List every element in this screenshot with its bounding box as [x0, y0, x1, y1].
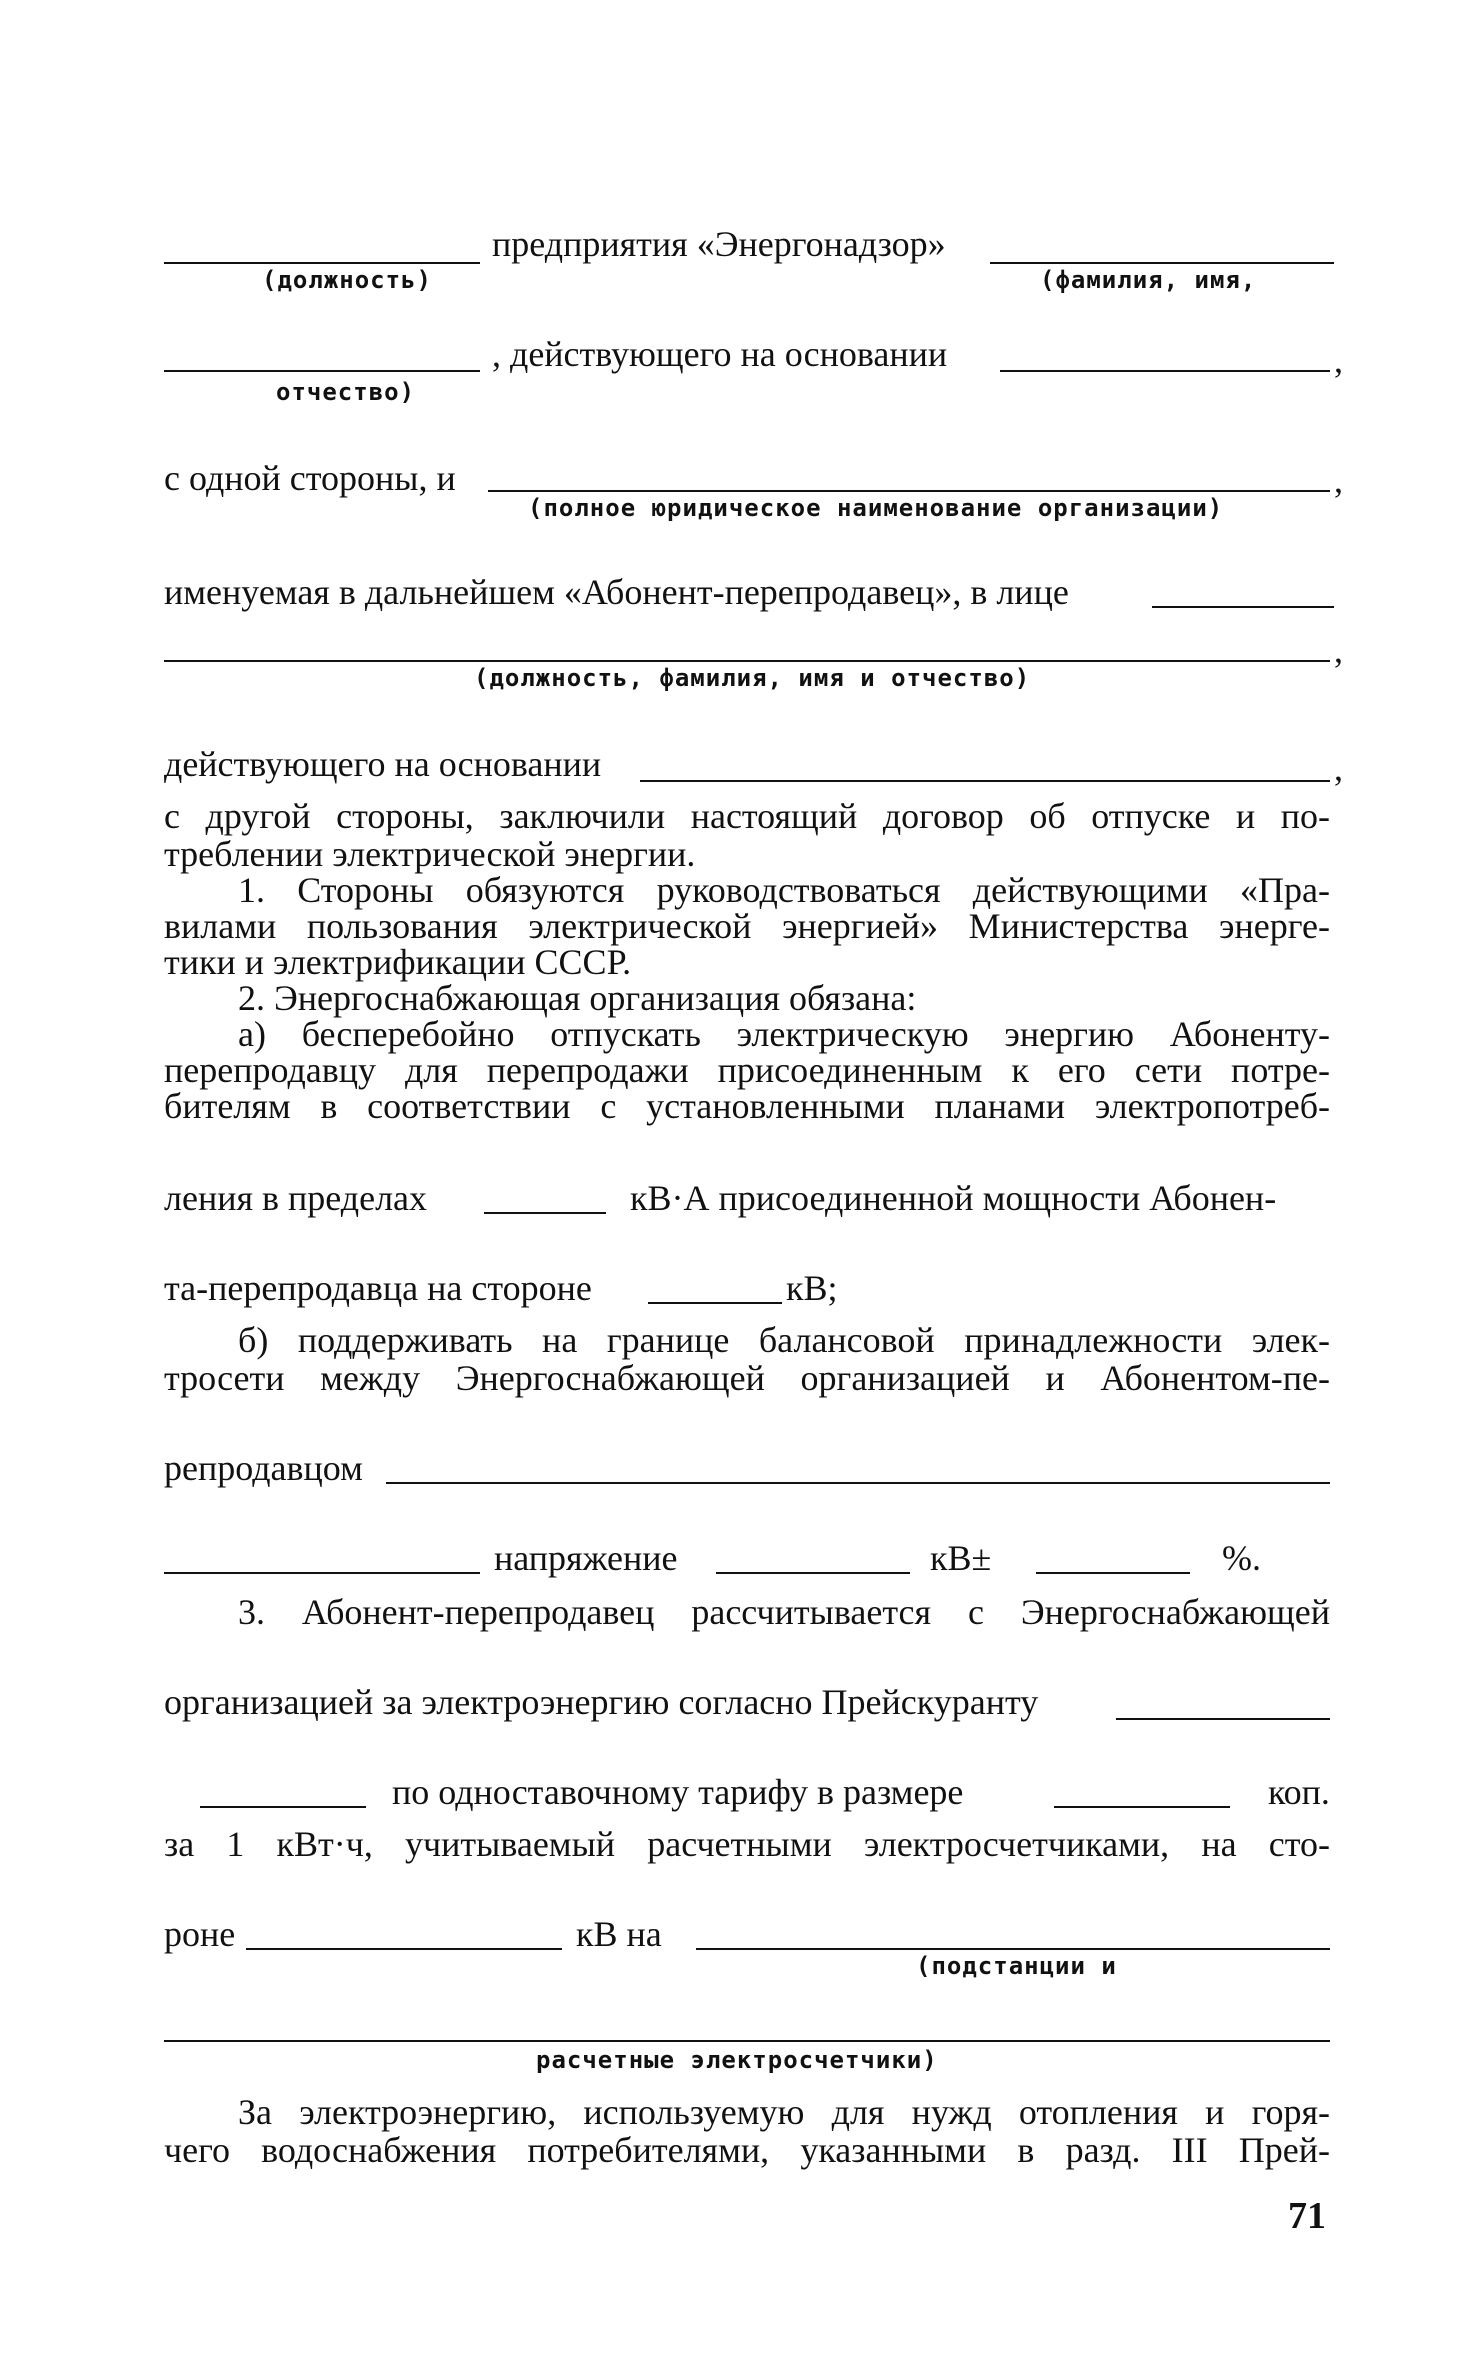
- paragraph-2a-line-2: перепродавцу для перепродажи присоединенным к его сети потре-: [164, 1050, 1330, 1090]
- paragraph-4-line-1: За электроэнергию, используемую для нужд отопления и горя-: [238, 2092, 1330, 2132]
- paragraph-2b-line-3: репродавцом: [164, 1448, 363, 1488]
- paragraph-3-line-3b: коп.: [1268, 1772, 1330, 1812]
- form-line-4-text: именуемая в дальнейшем «Абонент-перепродавец», в лице: [164, 572, 1069, 612]
- caption-representative: (должность, фамилия, имя и отчество): [474, 664, 1031, 692]
- paragraph-3-line-3a: по одноставочному тарифу в размере: [392, 1772, 964, 1812]
- paragraph-3-line-5b: кВ на: [576, 1914, 662, 1954]
- blank-power-kva[interactable]: [484, 1212, 606, 1214]
- blank-represented-by[interactable]: [1152, 606, 1334, 608]
- paragraph-0-line-1: с другой стороны, заключили настоящий договор об отпуске и по-: [164, 796, 1330, 836]
- paragraph-2b-line-2: тросети между Энергоснабжающей организацией и Абонентом-пе-: [164, 1358, 1330, 1398]
- paragraph-3-line-4: за 1 кВт·ч, учитываемый расчетными электросчетчиками, на сто-: [164, 1824, 1330, 1864]
- paragraph-0-line-2: треблении электрической энергии.: [164, 834, 696, 874]
- paragraph-3-line-1: 3. Абонент-перепродавец рассчитывается с Энергоснабжающей: [238, 1592, 1330, 1632]
- paragraph-2b-line-1: б) поддерживать на границе балансовой принадлежности элек-: [238, 1320, 1330, 1360]
- caption-meters: расчетные электросчетчики): [536, 2046, 938, 2074]
- paragraph-4-line-2: чего водоснабжения потребителями, указанными в разд. III Прей-: [164, 2130, 1330, 2170]
- paragraph-2-heading: 2. Энергоснабжающая организация обязана:: [238, 978, 917, 1018]
- paragraph-2b-line-4c: %.: [1222, 1538, 1261, 1578]
- caption-position: (должность): [262, 266, 432, 294]
- caption-patronymic: отчество): [276, 378, 416, 406]
- paragraph-2a-line-5a: та-перепродавца на стороне: [164, 1268, 592, 1308]
- blank-position[interactable]: [164, 262, 480, 264]
- paragraph-2a-line-5b: кВ;: [786, 1268, 838, 1308]
- paragraph-1-line-1: 1. Стороны обязуются руководствоваться действующими «Пра-: [238, 870, 1330, 910]
- blank-voltage-point[interactable]: [164, 1572, 480, 1574]
- paragraph-2a-line-4a: ления в пределах: [164, 1178, 428, 1218]
- paragraph-2a-line-1: а) бесперебойно отпускать электрическую энергию Абоненту-: [238, 1014, 1330, 1054]
- blank-patronymic[interactable]: [164, 370, 480, 372]
- page-number: 71: [1288, 2195, 1326, 2237]
- form-line-6-text: действующего на основании: [164, 744, 602, 784]
- form-line-5-end: ,: [1334, 630, 1343, 670]
- paragraph-2a-line-3: бителям в соответствии с установленными планами электропотреб-: [164, 1086, 1330, 1126]
- blank-reseller[interactable]: [386, 1482, 1330, 1484]
- form-line-2-end: ,: [1334, 340, 1343, 380]
- paragraph-2a-line-4b: кВ·А присоединенной мощности Абонен-: [630, 1178, 1277, 1218]
- form-line-3-text: с одной стороны, и: [164, 458, 456, 498]
- form-line-1-text: предприятия «Энергонадзор»: [492, 224, 946, 264]
- blank-side-kv[interactable]: [648, 1302, 782, 1304]
- paragraph-2b-line-4a: напряжение: [494, 1538, 678, 1578]
- paragraph-1-line-3: тики и электрификации СССР.: [164, 942, 632, 982]
- form-line-2-text: , действующего на основании: [492, 334, 948, 374]
- blank-voltage-percent[interactable]: [1036, 1572, 1190, 1574]
- caption-substation: (подстанции и: [916, 1952, 1117, 1980]
- caption-organization: (полное юридическое наименование организации): [528, 494, 1224, 522]
- blank-voltage-kv[interactable]: [716, 1572, 910, 1574]
- blank-price-list[interactable]: [1116, 1718, 1330, 1720]
- form-line-6-end: ,: [1334, 748, 1343, 788]
- blank-meter-side-kv[interactable]: [246, 1948, 562, 1950]
- blank-tariff[interactable]: [1054, 1806, 1230, 1808]
- paragraph-2b-line-4b: кВ±: [930, 1538, 992, 1578]
- blank-basis[interactable]: [1000, 370, 1330, 372]
- paragraph-3-line-5a: роне: [164, 1914, 236, 1954]
- caption-name: (фамилия, имя,: [1040, 266, 1257, 294]
- paragraph-1-line-2: вилами пользования электрической энергией» Министерства энерге-: [164, 906, 1330, 946]
- blank-price-list-2[interactable]: [200, 1806, 366, 1808]
- form-line-3-end: ,: [1334, 460, 1343, 500]
- blank-basis-2[interactable]: [640, 780, 1330, 782]
- paragraph-3-line-2: организацией за электроэнергию согласно Прейскуранту: [164, 1682, 1039, 1722]
- blank-representative[interactable]: [164, 660, 1330, 662]
- blank-substation[interactable]: [696, 1948, 1330, 1950]
- blank-name[interactable]: [990, 262, 1334, 264]
- blank-meters[interactable]: [164, 2040, 1330, 2042]
- blank-organization[interactable]: [488, 490, 1330, 492]
